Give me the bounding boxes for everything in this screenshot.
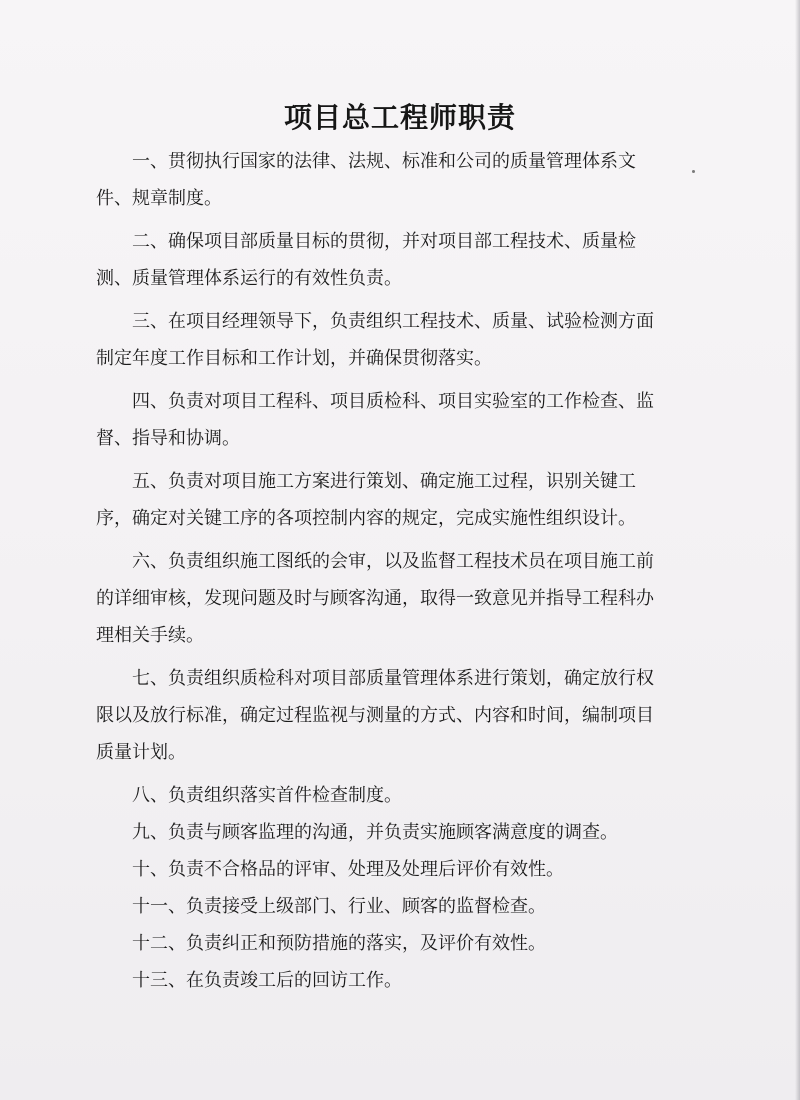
duty-item-2: 二、确保项目部质量目标的贯彻，并对项目部工程技术、质量检测、质量管理体系运行的有效性负责。 bbox=[96, 231, 636, 289]
document-body bbox=[96, 143, 656, 999]
duty-item-10: 十、负责不合格品的评审、处理及处理后评价有效性。 bbox=[132, 859, 564, 880]
duty-item-11: 十一、负责接受上级部门、行业、顾客的监督检查。 bbox=[132, 896, 546, 917]
document-title: 项目总工程师职责 bbox=[283, 101, 516, 134]
duty-item-9: 九、负责与顾客监理的沟通，并负责实施顾客满意度的调查。 bbox=[132, 822, 618, 843]
paper-speck bbox=[692, 170, 695, 173]
duty-item-3: 三、在项目经理领导下，负责组织工程技术、质量、试验检测方面制定年度工作目标和工作计划，并确保贯彻落实。 bbox=[96, 311, 654, 369]
duty-item-8: 八、负责组织落实首件检查制度。 bbox=[132, 785, 402, 806]
duty-item-12: 十二、负责纠正和预防措施的落实，及评价有效性。 bbox=[132, 933, 546, 954]
duty-item-5: 五、负责对项目施工方案进行策划、确定施工过程，识别关键工序，确定对关键工序的各项控制内容的规定，完成实施性组织设计。 bbox=[96, 471, 636, 529]
duty-item-13: 十三、在负责竣工后的回访工作。 bbox=[132, 970, 402, 991]
duty-item-6: 六、负责组织施工图纸的会审，以及监督工程技术员在项目施工前的详细审核，发现问题及时与顾客沟通，取得一致意见并指导工程科办理相关手续。 bbox=[96, 551, 654, 646]
duty-item-1: 一、贯彻执行国家的法律、法规、标准和公司的质量管理体系文件、规章制度。 bbox=[96, 151, 636, 209]
duty-item-7: 七、负责组织质检科对项目部质量管理体系进行策划，确定放行权限以及放行标准，确定过程监视与测量的方式、内容和时间，编制项目质量计划。 bbox=[96, 668, 654, 763]
duty-item-4: 四、负责对项目工程科、项目质检科、项目实验室的工作检查、监督、指导和协调。 bbox=[96, 391, 654, 449]
